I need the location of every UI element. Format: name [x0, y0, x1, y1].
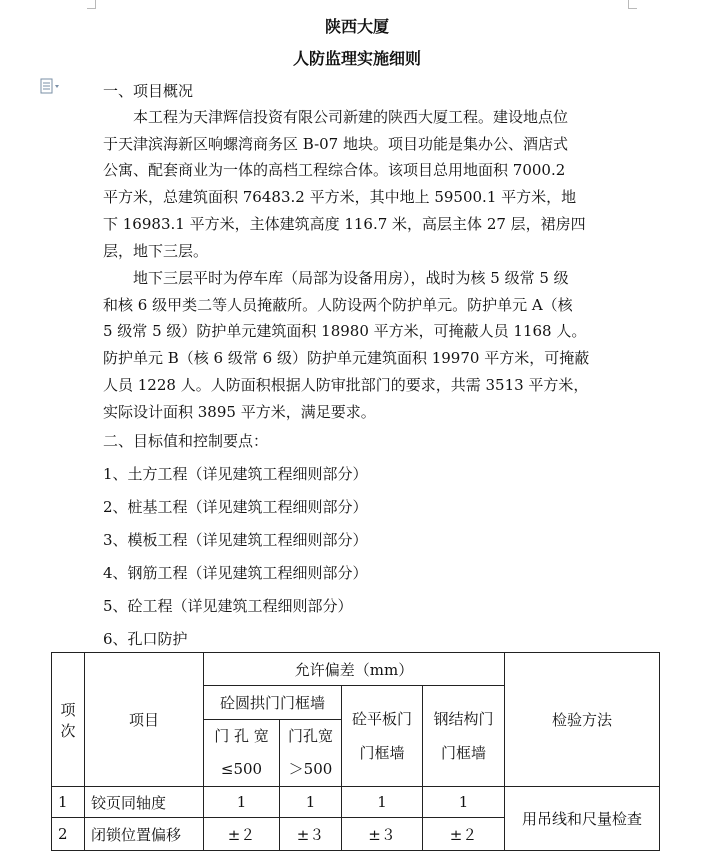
header-no: 项 次	[52, 653, 85, 787]
header-width-gt-500: 门孔宽 ＞500	[280, 720, 342, 787]
list-item: 2、桩基工程（详见建筑工程细则部分）	[103, 498, 368, 516]
text-line: 实际设计面积 3895 平方米，满足要求。	[103, 402, 376, 421]
header-slab-door: 砼平板门 门框墙	[342, 686, 423, 787]
text-line: 5 级常 5 级）防护单元建筑面积 18980 平方米，可掩蔽人员 1168 人。	[103, 322, 587, 341]
section-heading-targets: 二、目标值和控制要点：	[103, 432, 269, 450]
list-item: 3、模板工程（详见建筑工程细则部分）	[103, 531, 368, 549]
list-item: 5、砼工程（详见建筑工程细则部分）	[103, 597, 353, 615]
text-line: 层，地下三层。	[103, 241, 209, 260]
list-item: 4、钢筋工程（详见建筑工程细则部分）	[103, 564, 368, 582]
overview-paragraph-1	[103, 104, 586, 264]
page-corner-mark-left	[87, 0, 96, 9]
table-row: 1 铰页同轴度 1 1 1 1 用吊线和尺量检查	[52, 787, 660, 818]
text-line: 人员 1228 人。人防面积根据人防审批部门的要求，共需 3513 平方米，	[103, 375, 589, 394]
overview-paragraph-2	[103, 265, 589, 425]
document-title: 陕西大厦	[324, 17, 389, 36]
header-method: 检验方法	[505, 653, 660, 787]
section-heading-overview: 一、项目概况	[103, 82, 194, 100]
page-corner-mark-right	[628, 0, 637, 9]
table-row: 2 闭锁位置偏移 ±２ ±３ ±３ ±２	[52, 818, 660, 851]
text-line: 平方米，总建筑面积 76483.2 平方米，其中地上 59500.1 平方米，地	[103, 188, 577, 207]
list-item: 6、孔口防护	[103, 630, 188, 648]
text-line: 地下三层平时为停车库（局部为设备用房），战时为核 5 级常 5 级	[103, 269, 569, 287]
text-line: 防护单元 B（核 6 级常 6 级）防护单元建筑面积 19970 平方米，可掩蔽	[103, 349, 590, 368]
header-arch-door: 砼圆拱门门框墙	[204, 686, 342, 720]
tolerance-table	[51, 652, 660, 851]
header-width-le-500: 门 孔 宽 ≤500	[204, 720, 280, 787]
header-steel-door: 钢结构门 门框墙	[423, 686, 505, 787]
text-line: 本工程为天津辉信投资有限公司新建的陕西大厦工程。建设地点位	[103, 108, 569, 126]
list-item: 1、土方工程（详见建筑工程细则部分）	[103, 465, 368, 483]
header-tolerance: 允许偏差（mm）	[204, 653, 505, 686]
text-line: 和核 6 级甲类二等人员掩蔽所。人防设两个防护单元。防护单元 A（核	[103, 295, 573, 314]
inspection-method: 用吊线和尺量检查	[505, 787, 660, 851]
text-line: 于天津滨海新区响螺湾商务区 B-07 地块。项目功能是集办公、酒店式	[103, 134, 568, 153]
document-subtitle: 人防监理实施细则	[292, 49, 421, 68]
text-line: 公寓、配套商业为一体的高档工程综合体。该项目总用地面积 7000.2	[103, 161, 566, 180]
header-item: 项目	[85, 653, 204, 787]
text-line: 下 16983.1 平方米，主体建筑高度 116.7 米，高层主体 27 层，裙房四	[103, 214, 586, 233]
document-icon[interactable]	[40, 78, 62, 94]
